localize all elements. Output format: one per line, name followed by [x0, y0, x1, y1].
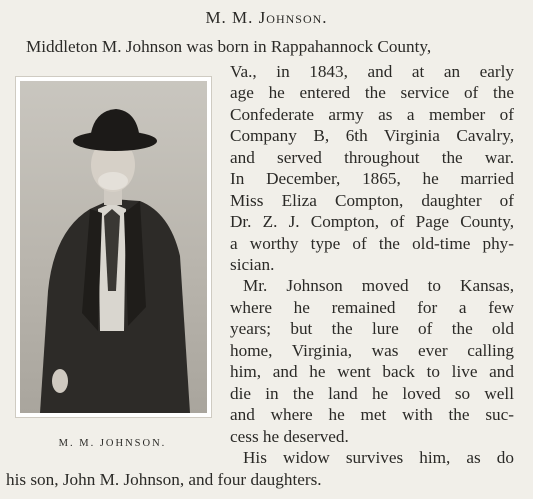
text-line: his son, John M. Johnson, and four daughters. — [6, 470, 322, 489]
text-line: Miss Eliza Compton, daughter of — [230, 191, 514, 210]
text-line: Dr. Z. J. Compton, of Page County, — [230, 212, 514, 231]
portrait-photo — [20, 81, 207, 413]
article-heading: M. M. Johnson. — [205, 8, 328, 27]
text-line: and where he met with the suc- — [230, 405, 514, 424]
text-line: Confederate army as a member of — [230, 105, 514, 124]
text-line: Va., in 1843, and at an early — [230, 62, 514, 81]
text-line: years; but the lure of the old — [230, 319, 514, 338]
text-line: a worthy type of the old-time phy- — [230, 234, 514, 253]
text-line: In December, 1865, he married — [230, 169, 514, 188]
portrait-frame — [15, 76, 212, 418]
text-line: sician. — [230, 255, 275, 274]
text-line: where he remained for a few — [230, 298, 514, 317]
text-line: Middleton M. Johnson was born in Rappahannock County, — [26, 37, 432, 56]
text-line: home, Virginia, was ever calling — [230, 341, 514, 360]
portrait-caption: M. M. JOHNSON. — [58, 438, 167, 449]
text-line: Mr. Johnson moved to Kansas, — [243, 276, 514, 295]
text-line: age he entered the service of the — [230, 83, 514, 102]
text-line: die in the land he loved so well — [230, 384, 514, 403]
text-line: and served throughout the war. — [230, 148, 514, 167]
text-line: Company B, 6th Virginia Cavalry, — [230, 126, 514, 145]
text-line: His widow survives him, as do — [243, 448, 514, 467]
text-line: cess he deserved. — [230, 427, 349, 446]
text-line: him, and he went back to live and — [230, 362, 514, 381]
portrait-illustration — [20, 81, 207, 413]
